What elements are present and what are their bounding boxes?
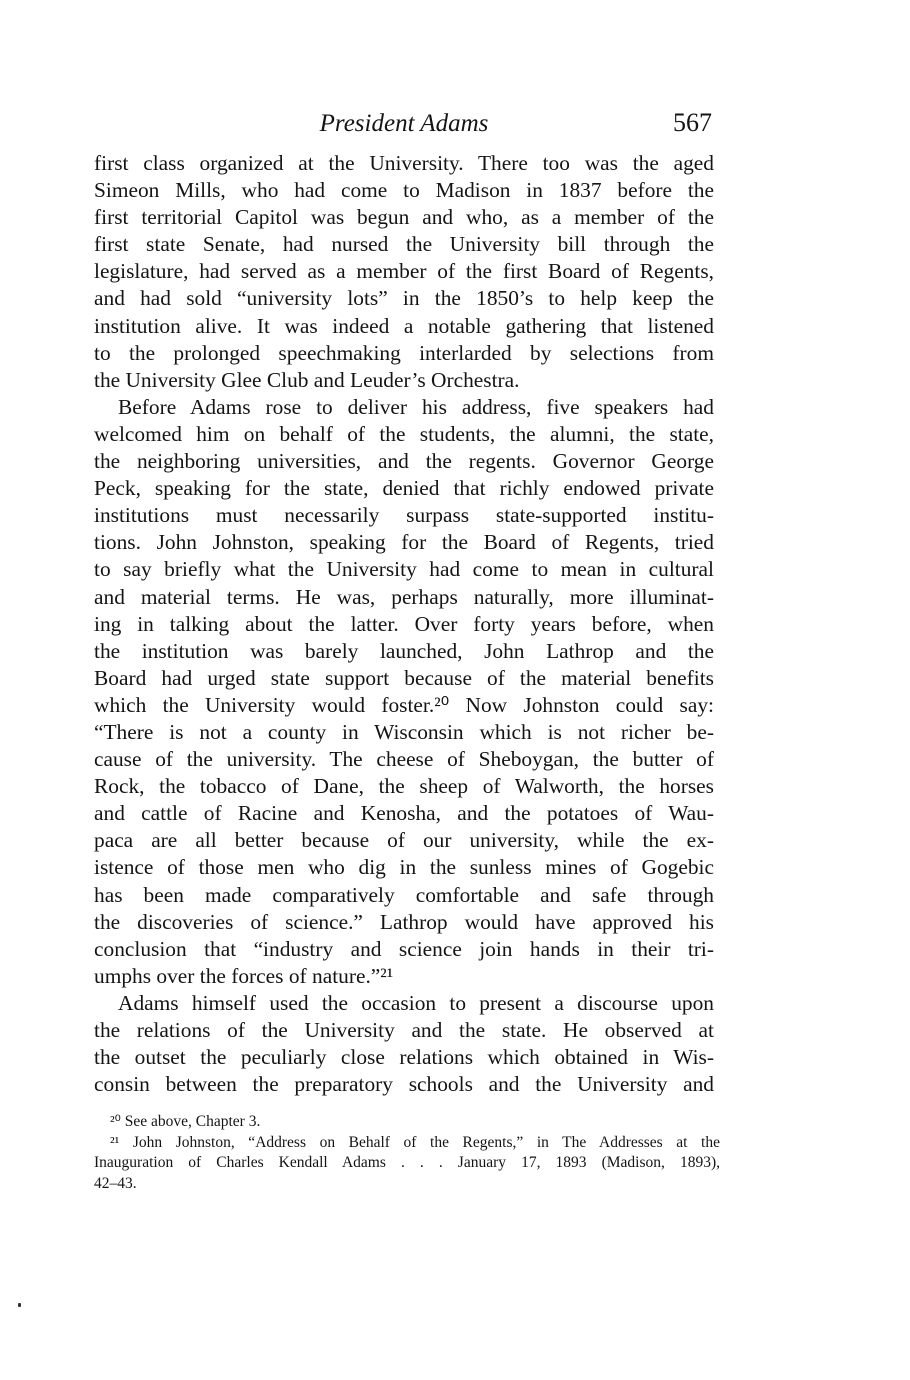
text-line: “There is not a county in Wisconsin which is not richer be- [94, 719, 714, 744]
text-line: first territorial Capitol was begun and who, as a member of the [94, 205, 714, 230]
running-title: President Adams [319, 110, 489, 137]
text-line: which the University would foster.²⁰ Now Johnston could say: [94, 692, 714, 717]
text-line: the neighboring universities, and the regents. Governor George [94, 449, 714, 474]
text-line: first class organized at the University. There too was the aged [94, 151, 714, 175]
page-number: 567 [673, 108, 712, 137]
text-line: first state Senate, had nursed the University bill through the [94, 232, 714, 257]
text-line: Rock, the tobacco of Dane, the sheep of Walworth, the horses [94, 774, 714, 799]
text-line: ing in talking about the latter. Over forty years before, when [94, 611, 714, 636]
text-line: the outset the peculiarly close relations which obtained in Wis- [94, 1045, 714, 1070]
footnotes [94, 1112, 720, 1194]
text-line: the institution was barely launched, John Lathrop and the [94, 638, 714, 663]
text-line: the discoveries of science.” Lathrop would have approved his [94, 909, 714, 934]
body-text [94, 150, 714, 1098]
footnote-line: Inauguration of Charles Kendall Adams . . . January 17, 1893 (Madison, 1893), [94, 1154, 720, 1171]
text-line: cause of the university. The cheese of Sheboygan, the butter of [94, 747, 714, 772]
footnote-line: 42–43. [94, 1174, 137, 1192]
text-line: Peck, speaking for the state, denied that richly endowed private [94, 476, 714, 501]
text-line: Before Adams rose to deliver his address, five speakers had [118, 394, 714, 419]
text-line: institutions must necessarily surpass state-supported institu- [94, 503, 714, 528]
text-line: institution alive. It was indeed a notable gathering that listened [94, 313, 714, 338]
running-head [94, 106, 714, 142]
text-line: conclusion that “industry and science join hands in their tri- [94, 936, 714, 961]
text-line: welcomed him on behalf of the students, the alumni, the state, [94, 421, 714, 446]
text-line: to the prolonged speechmaking interlarded by selections from [94, 340, 714, 365]
text-line: and cattle of Racine and Kenosha, and the potatoes of Wau- [94, 801, 714, 826]
footnote-line: ²⁰ See above, Chapter 3. [110, 1113, 261, 1130]
text-line: the relations of the University and the state. He observed at [94, 1018, 714, 1042]
footnote-line: ²¹ John Johnston, “Address on Behalf of the Regents,” in The Addresses at the [110, 1133, 720, 1151]
text-line: tions. John Johnston, speaking for the Board of Regents, tried [94, 530, 714, 555]
text-line: and material terms. He was, perhaps naturally, more illuminat- [94, 584, 714, 609]
text-line: the University Glee Club and Leuder’s Orchestra. [94, 367, 520, 392]
text-line: legislature, had served as a member of the first Board of Regents, [94, 259, 714, 284]
text-line: istence of those men who dig in the sunless mines of Gogebic [94, 855, 714, 880]
text-line: and had sold “university lots” in the 1850’s to help keep the [94, 286, 714, 311]
text-line: umphs over the forces of nature.”²¹ [94, 963, 394, 988]
text-line: Adams himself used the occasion to present a discourse upon [118, 990, 714, 1015]
text-line: consin between the preparatory schools and the University and [94, 1072, 714, 1097]
scan-speck [18, 1303, 21, 1307]
text-line: has been made comparatively comfortable and safe through [94, 882, 714, 907]
text-line: to say briefly what the University had come to mean in cultural [94, 557, 714, 582]
text-line: Simeon Mills, who had come to Madison in 1837 before the [94, 178, 714, 203]
text-line: Board had urged state support because of the material benefits [94, 665, 714, 690]
text-line: paca are all better because of our university, while the ex- [94, 828, 714, 853]
